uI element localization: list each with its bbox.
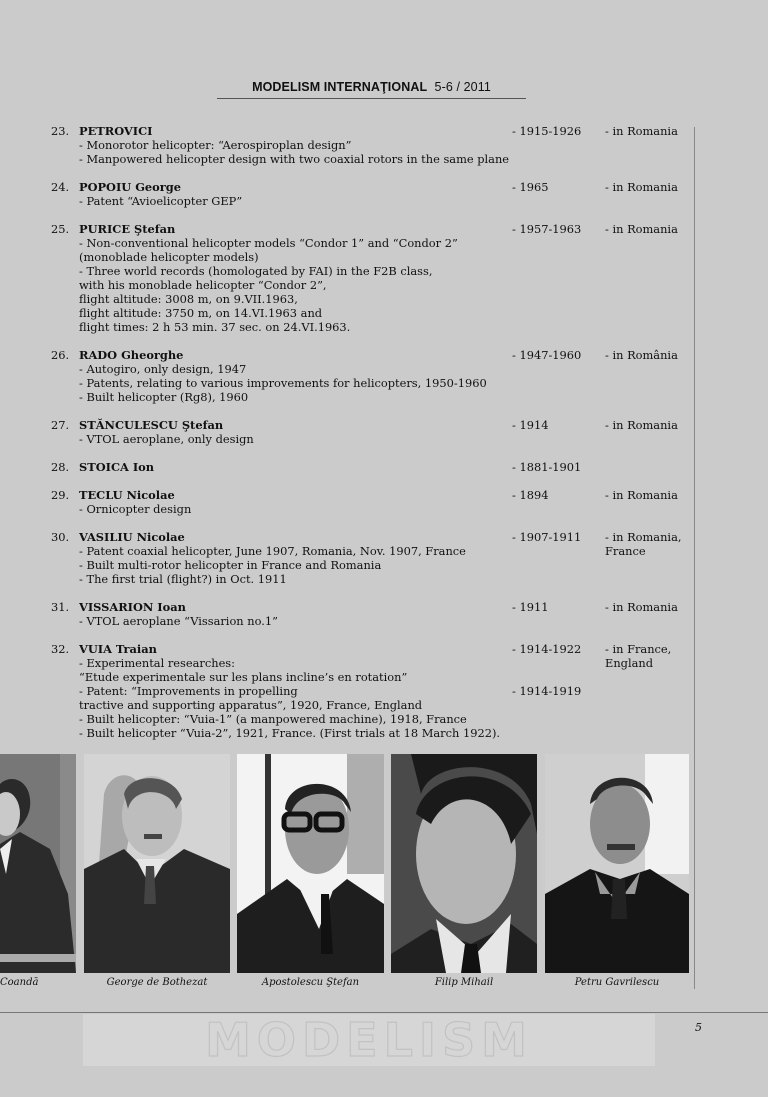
entry-place: - in Romania — [605, 418, 678, 432]
caption-gavrilescu: Petru Gavrilescu — [574, 977, 660, 988]
entry-detail-row — [0, 670, 768, 684]
entry-heading-row — [0, 180, 768, 194]
portrait-strip — [0, 754, 768, 974]
entry-place: - in Romania — [605, 222, 678, 236]
inventor-name: STĂNCULESCU Ştefan — [79, 418, 224, 432]
entry-detail-row — [0, 362, 768, 376]
entry-heading-row — [0, 222, 768, 236]
inventor-entry — [0, 460, 768, 474]
entry-place: France — [605, 544, 646, 558]
entry-years: - 1914 — [512, 418, 549, 432]
running-header — [217, 80, 526, 99]
entry-number: 23. — [51, 124, 70, 138]
entry-detail: - Monorotor helicopter: “Aerospiroplan design” — [79, 138, 352, 152]
entry-number: 29. — [51, 488, 70, 502]
inventor-name: PURICE Ştefan — [79, 222, 176, 236]
entry-years: - 1915-1926 — [512, 124, 582, 138]
entry-heading-row — [0, 348, 768, 362]
entry-detail-row — [0, 502, 768, 516]
entry-years: - 1907-1911 — [512, 530, 582, 544]
entry-detail-row — [0, 376, 768, 390]
entry-detail-row — [0, 712, 768, 726]
entry-detail: tractive and supporting apparatus”, 1920, France, England — [79, 698, 423, 712]
entry-place: - in Romania — [605, 488, 678, 502]
entry-detail: - Autogiro, only design, 1947 — [79, 362, 247, 376]
entry-detail-row — [0, 236, 768, 250]
inventor-entry — [0, 530, 768, 586]
entry-detail: - Patents, relating to various improvements for helicopters, 1950-1960 — [79, 376, 487, 390]
entry-detail: - Built multi-rotor helicopter in France and Romania — [79, 558, 382, 572]
entry-number: 24. — [51, 180, 70, 194]
page-number: 5 — [695, 1021, 702, 1034]
entry-place: - in France, — [605, 642, 672, 656]
entry-detail-row — [0, 250, 768, 264]
entry-detail-row — [0, 684, 768, 698]
entry-detail-row — [0, 432, 768, 446]
entry-number: 27. — [51, 418, 70, 432]
entry-detail-row — [0, 306, 768, 320]
entry-detail: - Non-conventional helicopter models “Condor 1” and “Condor 2” — [79, 236, 458, 250]
entry-detail: - Three world records (homologated by FAI) in the F2B class, — [79, 264, 433, 278]
portrait-photo-bothezat — [84, 754, 230, 973]
inventor-name: VUIA Traian — [79, 642, 157, 656]
entry-detail-row — [0, 390, 768, 404]
entry-years: - 1914-1922 — [512, 642, 582, 656]
entry-years: - 1957-1963 — [512, 222, 582, 236]
entry-detail-row — [0, 572, 768, 586]
entry-heading-row — [0, 600, 768, 614]
entry-years-secondary: - 1914-1919 — [512, 684, 582, 698]
entry-detail: - Experimental researches: — [79, 656, 235, 670]
inventor-name: RADO Gheorghe — [79, 348, 184, 362]
entry-heading-row — [0, 418, 768, 432]
entry-detail: - VTOL aeroplane, only design — [79, 432, 254, 446]
entry-number: 25. — [51, 222, 70, 236]
entry-detail-row — [0, 320, 768, 334]
entry-detail-row — [0, 264, 768, 278]
entry-detail-row — [0, 152, 768, 166]
inventor-entry — [0, 642, 768, 740]
portrait-photo-gavrilescu — [545, 754, 689, 973]
entry-detail-row — [0, 558, 768, 572]
inventor-name: VASILIU Nicolae — [79, 530, 185, 544]
inventor-name: POPOIU George — [79, 180, 181, 194]
portrait-photo-filip — [391, 754, 537, 973]
entry-detail: (monoblade helicopter models) — [79, 250, 259, 264]
entry-years: - 1947-1960 — [512, 348, 582, 362]
entry-years: - 1894 — [512, 488, 549, 502]
caption-coanda: Coandă — [0, 977, 39, 988]
inventor-name: TECLU Nicolae — [79, 488, 175, 502]
footer-watermark — [83, 1014, 655, 1066]
entry-heading-row — [0, 530, 768, 544]
issue-number: 5-6 / 2011 — [434, 80, 491, 94]
inventor-entry — [0, 600, 768, 628]
entry-detail: flight times: 2 h 53 min. 37 sec. on 24.VI.1963. — [79, 320, 351, 334]
entry-detail-row — [0, 278, 768, 292]
entry-detail: - Built helicopter (Rg8), 1960 — [79, 390, 249, 404]
entry-detail-row — [0, 544, 768, 558]
entry-years: - 1911 — [512, 600, 549, 614]
entry-number: 26. — [51, 348, 70, 362]
entry-years: - 1965 — [512, 180, 549, 194]
inventor-name: STOICA Ion — [79, 460, 155, 474]
entry-heading-row — [0, 460, 768, 474]
inventor-list — [0, 124, 768, 754]
entry-detail: - VTOL aeroplane “Vissarion no.1” — [79, 614, 278, 628]
inventor-name: PETROVICI — [79, 124, 153, 138]
entry-heading-row — [0, 488, 768, 502]
entry-place: England — [605, 656, 654, 670]
entry-detail-row — [0, 292, 768, 306]
entry-place: - in Romania — [605, 124, 678, 138]
entry-place: - in România — [605, 348, 678, 362]
caption-apostolescu: Apostolescu Ştefan — [261, 977, 360, 988]
portrait-photo-apostolescu — [237, 754, 384, 973]
entry-detail: “Etude experimentale sur les plans incline’s en rotation” — [79, 670, 408, 684]
entry-detail: - Patent “Avioelicopter GEP” — [79, 194, 243, 208]
inventor-entry — [0, 180, 768, 208]
entry-detail: flight altitude: 3750 m, on 14.VI.1963 and — [79, 306, 323, 320]
entry-detail: - Built helicopter: “Vuia-1” (a manpowered machine), 1918, France — [79, 712, 467, 726]
entry-detail-row — [0, 138, 768, 152]
entry-number: 31. — [51, 600, 70, 614]
inventor-entry — [0, 222, 768, 334]
entry-detail-row — [0, 614, 768, 628]
entry-number: 30. — [51, 530, 70, 544]
entry-heading-row — [0, 124, 768, 138]
caption-bothezat: George de Bothezat — [106, 977, 208, 988]
magazine-title: MODELISM INTERNAŢIONAL — [252, 80, 427, 94]
inventor-entry — [0, 418, 768, 446]
entry-detail: - Ornicopter design — [79, 502, 192, 516]
entry-heading-row — [0, 642, 768, 656]
entry-detail: flight altitude: 3008 m, on 9.VII.1963, — [79, 292, 298, 306]
entry-detail-row — [0, 698, 768, 712]
entry-number: 32. — [51, 642, 70, 656]
entry-detail: - Manpowered helicopter design with two coaxial rotors in the same plane — [79, 152, 510, 166]
entry-detail: - Patent coaxial helicopter, June 1907, Romania, Nov. 1907, France — [79, 544, 466, 558]
inventor-name: VISSARION Ioan — [79, 600, 186, 614]
inventor-entry — [0, 348, 768, 404]
entry-detail-row — [0, 194, 768, 208]
portrait-photo-coanda — [0, 754, 76, 973]
inventor-entry — [0, 488, 768, 516]
entry-detail: with his monoblade helicopter “Condor 2”, — [79, 278, 327, 292]
entry-place: - in Romania, — [605, 530, 682, 544]
caption-filip: Filip Mihail — [434, 977, 494, 988]
entry-place: - in Romania — [605, 180, 678, 194]
watermark-text: MODELISM — [205, 1013, 533, 1067]
entry-years: - 1881-1901 — [512, 460, 582, 474]
entry-detail: - Built helicopter “Vuia-2”, 1921, France. (First trials at 18 March 1922). — [79, 726, 501, 740]
entry-detail-row — [0, 726, 768, 740]
entry-detail: - Patent: “Improvements in propelling — [79, 684, 298, 698]
entry-detail: - The first trial (flight?) in Oct. 1911 — [79, 572, 287, 586]
entry-place: - in Romania — [605, 600, 678, 614]
entry-number: 28. — [51, 460, 70, 474]
inventor-entry — [0, 124, 768, 166]
entry-detail-row — [0, 656, 768, 670]
